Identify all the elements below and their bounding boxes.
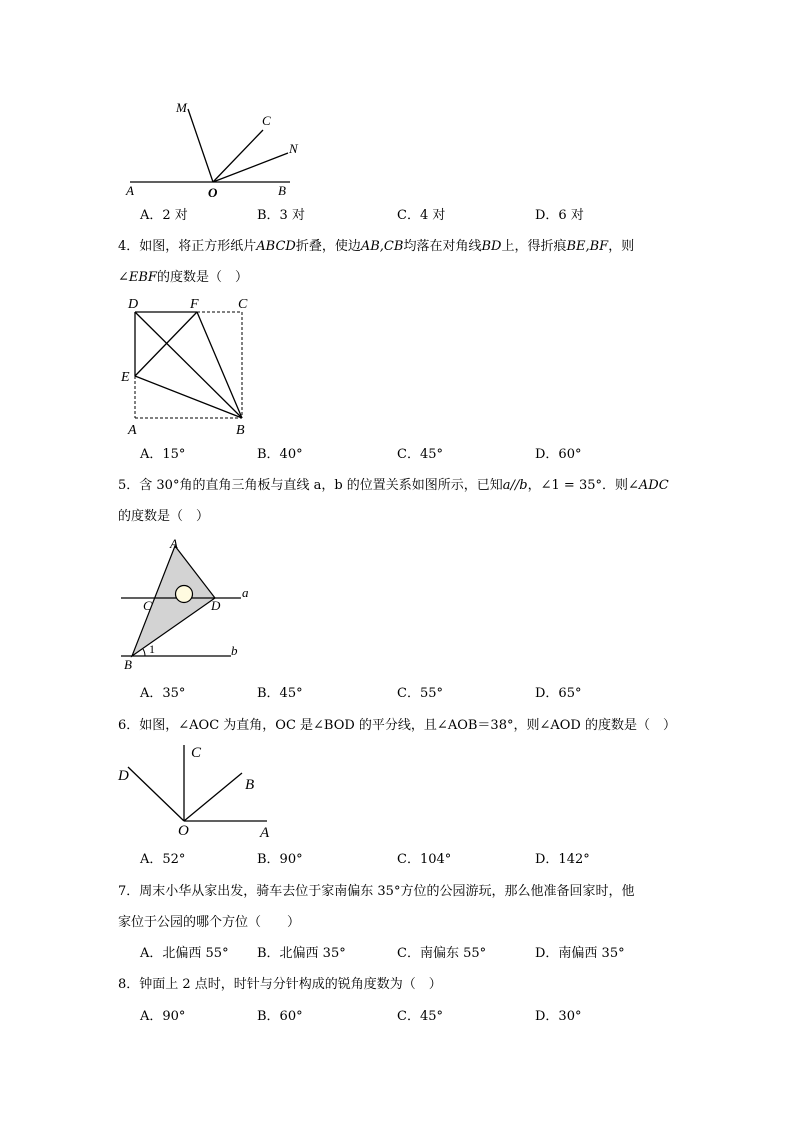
q6-figure <box>115 740 285 840</box>
q5-text-line1: 5．含 30°角的直角三角板与直线 a，b 的位置关系如图所示，已知a//b，∠1 = 35°．则∠ADC <box>118 478 669 493</box>
label-c: C <box>191 745 202 761</box>
label-a: A <box>126 183 134 198</box>
q5-figure <box>115 535 265 675</box>
q4-option-a[interactable]: A．15° <box>140 447 186 462</box>
q6-option-d[interactable]: D．142° <box>535 852 590 867</box>
label-d: D <box>128 297 139 312</box>
label-n: N <box>289 141 298 156</box>
crease-bf <box>197 312 242 418</box>
ruler-hole <box>176 586 193 603</box>
label-a: A <box>128 423 137 438</box>
q8-option-b[interactable]: B．60° <box>257 1009 303 1024</box>
label-c: C <box>262 113 271 128</box>
q5-option-d[interactable]: D．65° <box>535 686 582 701</box>
label-angle-1: 1 <box>149 642 155 656</box>
label-line-a: a <box>242 585 249 600</box>
ray-od <box>128 767 184 821</box>
q7-option-d[interactable]: D．南偏西 35° <box>535 946 625 961</box>
q7-text-line1: 7．周末小华从家出发，骑车去位于家南偏东 35°方位的公园游玩，那么他准备回家时，他 <box>118 884 635 899</box>
q6-option-a[interactable]: A．52° <box>140 852 186 867</box>
label-b: B <box>278 183 286 198</box>
label-o: O <box>208 185 218 200</box>
q3-option-c[interactable]: C．4 对 <box>397 208 446 223</box>
q7-text-line2: 家位于公园的哪个方位（ ） <box>118 915 301 930</box>
q5-option-b[interactable]: B．45° <box>257 686 303 701</box>
crease-be <box>135 376 242 418</box>
label-d: D <box>211 598 221 613</box>
label-c: C <box>238 297 248 312</box>
q7-option-b[interactable]: B．北偏西 35° <box>257 946 346 961</box>
label-line-b: b <box>231 643 238 658</box>
q3-option-b[interactable]: B．3 对 <box>257 208 305 223</box>
q3-option-d[interactable]: D．6 对 <box>535 208 584 223</box>
q4-option-c[interactable]: C．45° <box>397 447 443 462</box>
label-d: D <box>118 768 129 784</box>
angle-1-arc <box>143 649 145 656</box>
label-b-vertex: B <box>124 657 132 672</box>
label-b: B <box>245 777 255 793</box>
ray-on <box>213 153 288 182</box>
q4-text-line2: ∠EBF的度数是（ ） <box>118 270 248 285</box>
q4-text-line1: 4．如图，将正方形纸片ABCD折叠，使边AB,CB均落在对角线BD上，得折痕BE,BF，则 <box>118 239 635 254</box>
label-a: A <box>260 825 270 840</box>
label-e: E <box>121 370 130 385</box>
q8-option-c[interactable]: C．45° <box>397 1009 443 1024</box>
label-o: O <box>178 823 189 839</box>
q5-text-line2: 的度数是（ ） <box>118 509 210 524</box>
q7-option-c[interactable]: C．南偏东 55° <box>397 946 487 961</box>
q3-figure <box>118 95 318 205</box>
q5-option-c[interactable]: C．55° <box>397 686 443 701</box>
ray-ob <box>184 773 242 821</box>
label-a-vertex: A <box>170 536 178 551</box>
label-c: C <box>143 598 152 613</box>
q6-option-c[interactable]: C．104° <box>397 852 452 867</box>
q6-option-b[interactable]: B．90° <box>257 852 303 867</box>
label-b: B <box>236 423 245 438</box>
q3-option-a[interactable]: A．2 对 <box>140 208 188 223</box>
ray-oc <box>213 130 263 182</box>
q8-option-d[interactable]: D．30° <box>535 1009 582 1024</box>
q6-text-line1: 6．如图，∠AOC 为直角，OC 是∠BOD 的平分线，且∠AOB＝38°，则∠AOD 的度数是（ ） <box>118 718 676 733</box>
q5-option-a[interactable]: A．35° <box>140 686 186 701</box>
label-f: F <box>190 297 199 312</box>
q8-option-a[interactable]: A．90° <box>140 1009 186 1024</box>
q4-option-d[interactable]: D．60° <box>535 447 582 462</box>
q4-option-b[interactable]: B．40° <box>257 447 303 462</box>
q8-text-line1: 8．钟面上 2 点时，时针与分针构成的锐角度数为（ ） <box>118 977 442 992</box>
diagonal-db <box>135 312 242 418</box>
label-m: M <box>176 100 187 115</box>
q4-figure <box>118 292 268 442</box>
ray-om <box>188 109 213 182</box>
q7-option-a[interactable]: A．北偏西 55° <box>140 946 229 961</box>
